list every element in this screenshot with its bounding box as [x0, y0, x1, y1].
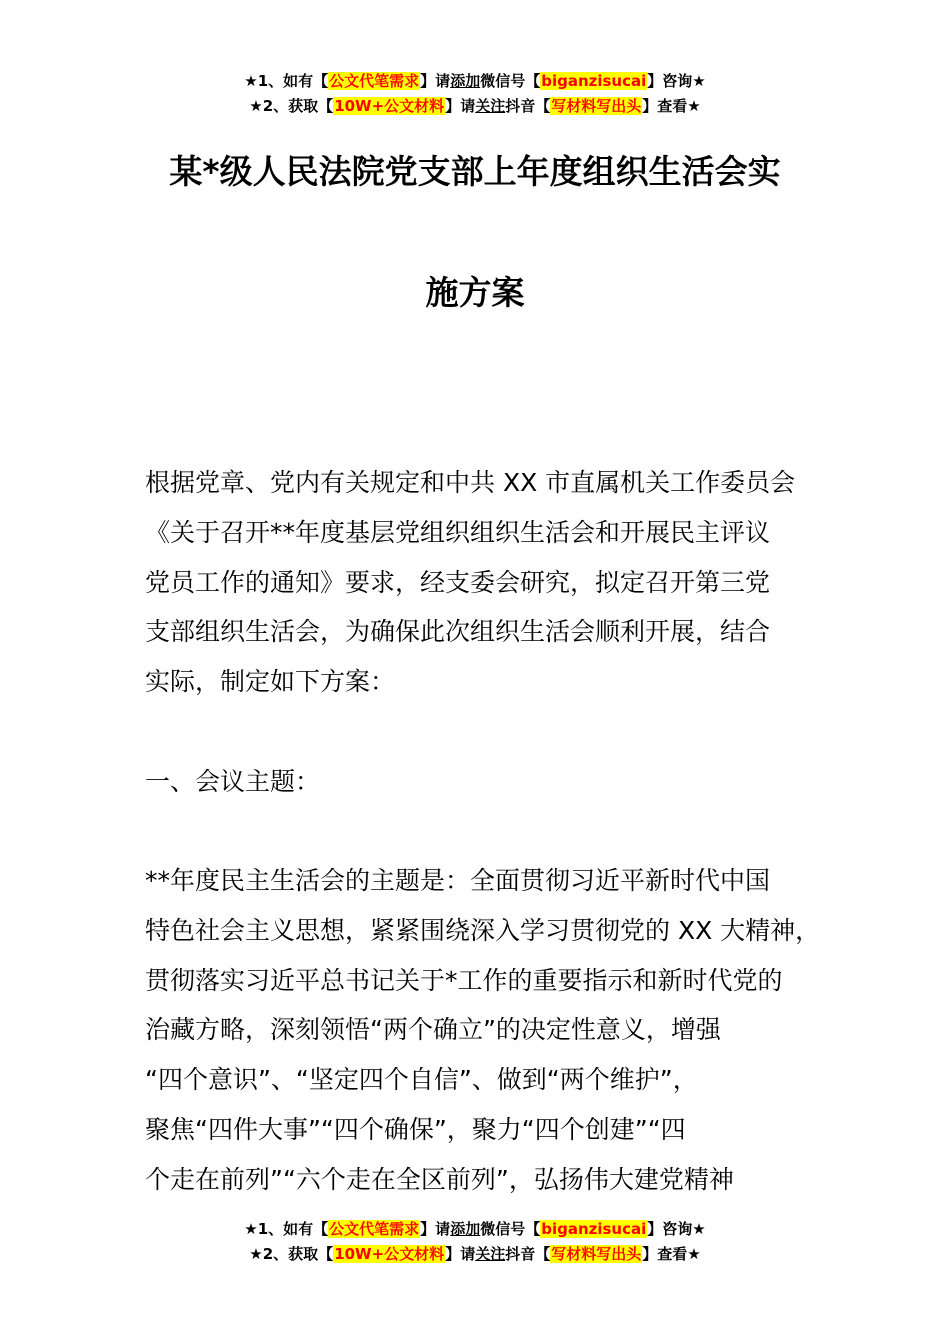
banner-highlight: 10W+公文材料 — [334, 97, 445, 115]
paragraph-line: 贯彻落实习近平总书记关于*工作的重要指示和新时代党的 — [145, 965, 783, 995]
banner-line-1 — [0, 69, 950, 94]
section-heading — [145, 757, 845, 807]
banner-highlight: 写材料写出头 — [551, 97, 642, 115]
footer-banner — [0, 1217, 950, 1267]
banner-highlight: 公文代笔需求 — [329, 72, 420, 90]
banner-text: ★1、如有【 — [244, 1220, 329, 1238]
banner-line-1 — [0, 1217, 950, 1242]
banner-line-2 — [0, 1242, 950, 1267]
banner-text: ★2、获取【 — [249, 97, 334, 115]
banner-text: 】请 — [420, 72, 451, 90]
document-title-line-2: 施方案 — [425, 273, 525, 312]
banner-line-2 — [0, 94, 950, 119]
banner-highlight: 写材料写出头 — [551, 1245, 642, 1263]
banner-text: 抖音【 — [505, 1245, 551, 1263]
banner-text: 】请 — [445, 1245, 476, 1263]
header-banner — [0, 69, 950, 119]
banner-text: 】请 — [445, 97, 476, 115]
paragraph-line: “四个意识”、“坚定四个自信”、做到“两个维护”， — [145, 1065, 698, 1095]
banner-underline: 添加 — [450, 1220, 481, 1238]
banner-text: 抖音【 — [505, 97, 551, 115]
banner-highlight: biganzisucai — [541, 1220, 647, 1238]
banner-highlight: 公文代笔需求 — [329, 1220, 420, 1238]
banner-underline: 关注 — [475, 1245, 506, 1263]
document-title-line-1: 某*级人民法院党支部上年度组织生活会实 — [169, 152, 781, 191]
paragraph-line: 治藏方略，深刻领悟“两个确立”的决定性意义，增强 — [145, 1015, 721, 1045]
paragraph-line: 《关于召开**年度基层党组织组织生活会和开展民主评议 — [145, 517, 771, 547]
paragraph-line: 个走在前列”“六个走在全区前列”，弘扬伟大建党精神 — [145, 1164, 734, 1194]
paragraph-line: 党员工作的通知》要求，经支委会研究，拟定召开第三党 — [145, 567, 771, 597]
banner-text: ★1、如有【 — [244, 72, 329, 90]
banner-text: 微信号【 — [480, 72, 541, 90]
banner-text: 微信号【 — [480, 1220, 541, 1238]
paragraph-line: 实际，制定如下方案： — [145, 667, 396, 697]
banner-highlight: 10W+公文材料 — [334, 1245, 445, 1263]
paragraph-line: 根据党章、党内有关规定和中共 XX 市直属机关工作委员会 — [145, 468, 796, 497]
paragraph-line: 聚焦“四件大事”“四个确保”，聚力“四个创建”“四 — [145, 1114, 686, 1144]
intro-paragraph — [145, 458, 845, 707]
paragraph-line: 支部组织生活会，为确保此次组织生活会顺利开展，结合 — [145, 617, 771, 647]
banner-text: 】咨询★ — [647, 72, 706, 90]
banner-text: 】查看★ — [642, 1245, 701, 1263]
banner-underline: 添加 — [450, 72, 481, 90]
banner-text: ★2、获取【 — [249, 1245, 334, 1263]
section-1-heading: 一、会议主题： — [145, 767, 321, 796]
banner-text: 】咨询★ — [647, 1220, 706, 1238]
theme-paragraph — [145, 856, 845, 1205]
paragraph-line: **年度民主生活会的主题是：全面贯彻习近平新时代中国 — [145, 866, 771, 895]
banner-text: 】查看★ — [642, 97, 701, 115]
paragraph-line: 特色社会主义思想，紧紧围绕深入学习贯彻党的 XX 大精神， — [145, 915, 821, 945]
banner-highlight: biganzisucai — [541, 72, 647, 90]
banner-underline: 关注 — [475, 97, 506, 115]
banner-text: 】请 — [420, 1220, 451, 1238]
